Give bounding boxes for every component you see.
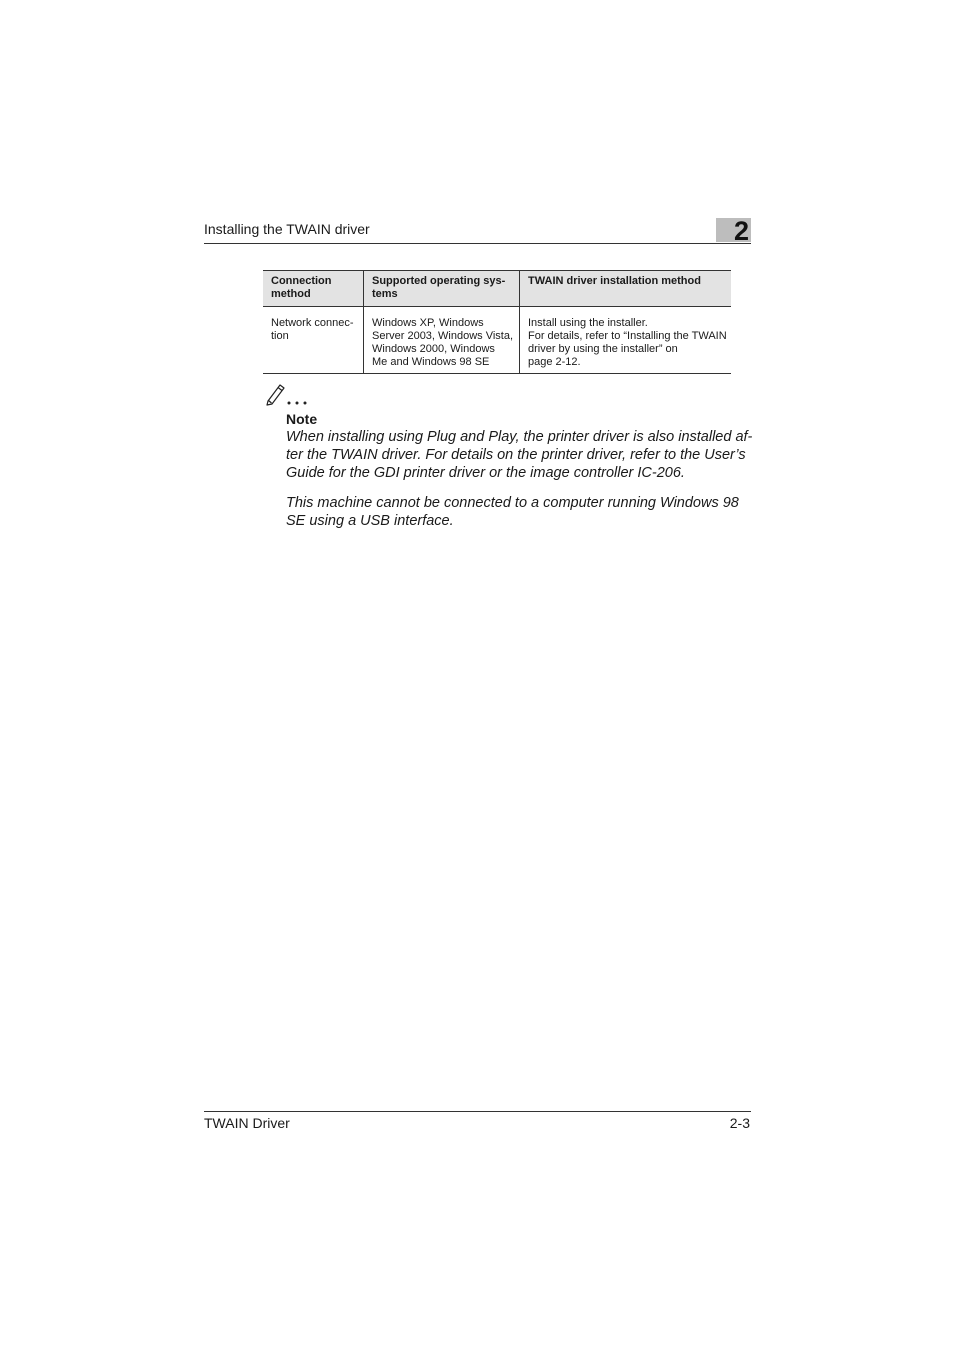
- footer-manual-title: TWAIN Driver: [204, 1115, 290, 1131]
- pencil-note-icon: [265, 381, 313, 407]
- cell-connection-method: Network connec- tion: [263, 307, 364, 374]
- header-title: Installing the TWAIN driver: [204, 221, 370, 237]
- cell-install-method: Install using the installer. For details, refer to “Installing the TWAIN driver by using the installer” on page 2-12.: [520, 307, 732, 374]
- cell-supported-os: Windows XP, Windows Server 2003, Windows Vista, Windows 2000, Windows Me and Windows 98 SE: [364, 307, 520, 374]
- note-paragraph-usb: This machine cannot be connected to a computer running Windows 98 SE using a USB interface.: [286, 495, 739, 529]
- chapter-number: 2: [733, 216, 749, 246]
- page-footer: [204, 1111, 751, 1142]
- chapter-tab: [716, 216, 751, 246]
- note-paragraph-plug-and-play: When installing using Plug and Play, the printer driver is also installed af-ter the TWAIN driver. For details on the printer driver, refer to the User’s Guide for the GDI printer driver or the image controller IC-206.: [286, 429, 753, 481]
- header-connection-method: Connection method: [263, 271, 364, 307]
- note-label: Note: [286, 411, 318, 427]
- table-header-row: [263, 271, 731, 307]
- footer-page-number: 2-3: [729, 1115, 750, 1131]
- driver-install-table: [263, 270, 731, 374]
- header-supported-os: Supported operating sys- tems: [364, 271, 520, 307]
- header-install-method: TWAIN driver installation method: [520, 271, 732, 307]
- page-header: [204, 218, 751, 244]
- table-row: [263, 307, 731, 374]
